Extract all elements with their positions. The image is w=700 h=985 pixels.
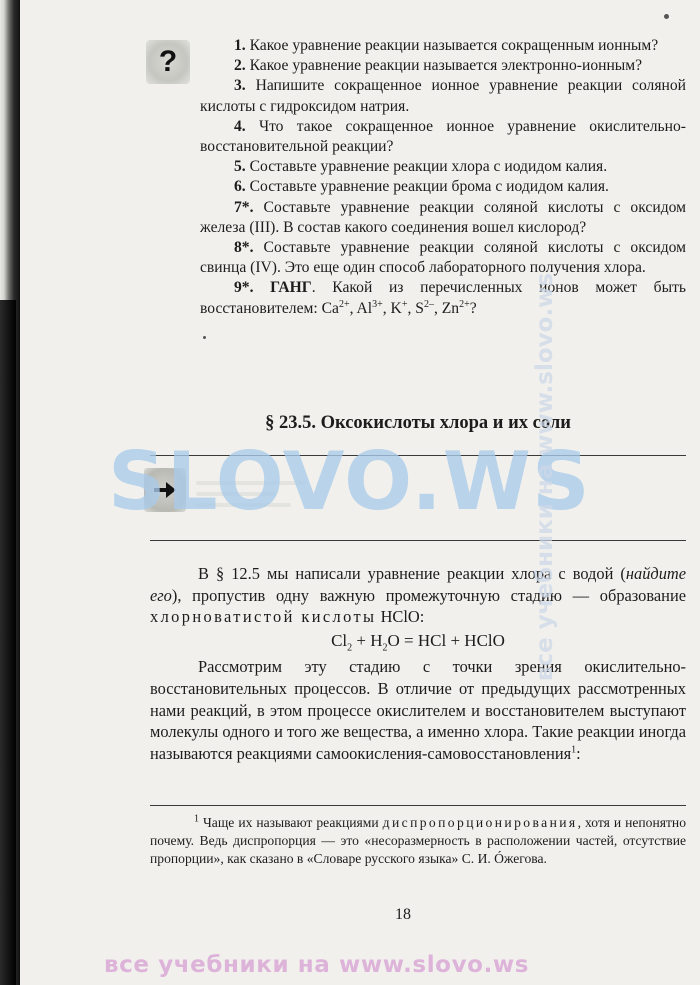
question-item: 8*. Составьте уравнение реакции соляной кислоты с оксидом свинца (IV). Это еще один способ лабораторного получения хлора. — [200, 239, 686, 277]
ion: $Al^{3+}$, — [356, 298, 391, 317]
footnote: $^1$ Чаще их называют реакциями диспропорционирования, хотя и непонятно почему. Ведь диспропорция — это «несоразмерность в расположении частей, отсутствие пропорции», как сказано в «Словаре русского языка» С. И. Óжегова. — [150, 813, 687, 866]
question-item: 6. Составьте уравнение реакции брома с иодидом калия. — [234, 178, 609, 196]
scan-speck — [664, 14, 669, 19]
watermark-side: все учебники на www.slovo.ws — [532, 272, 558, 682]
question-item: 7*. Составьте уравнение реакции соляной кислоты с оксидом железа (III). В состав какого соединения вошел кислород? — [200, 198, 686, 236]
watermark-main: SLOVO.WS — [108, 435, 591, 528]
reaction-equation: $Cl_2 + H_2O$ = HCl + HClO — [331, 630, 505, 654]
ion: $Ca^{2+}$, — [321, 298, 357, 317]
paragraph-1: В § 12.5 мы написали уравнение реакции хлора с водой (найдите его), пропустив одну важную промежуточную стадию — образование хлорноватистой кислоты HClO: — [150, 564, 686, 627]
footnote-reference: 1 — [571, 744, 577, 756]
section-title: § 23.5. Оксокислоты хлора и их соли — [265, 413, 571, 433]
question-item: 4. Что такое сокращенное ионное уравнение окислительно-восстановительной реакции? — [200, 117, 686, 156]
page-number: 18 — [395, 906, 411, 923]
ion: $Zn^{2+}$? — [441, 298, 477, 317]
scan-speck — [203, 336, 206, 339]
gang-label: ГАНГ — [270, 279, 312, 297]
paragraph-2: Рассмотрим эту стадию с точки зрения окислительно-восстановительных процессов. В отличие от предыдущих рассмотренных нами реакций, в этом процессе окислителем и восстановителем выступают молекулы одного и того же вещества, а именно хлора. Такие реакции иногда называются реакциями самоокисления-самовосстановления$^1$: — [150, 657, 686, 763]
footnote-divider — [150, 805, 686, 806]
question-item-9: 9*. ГАНГ. Какой из перечисленных ионов может быть восстановителем: $Ca^{2+}$, $Al^{3+}$, K+, $S^{2-}$, $Zn^{2+}$? — [200, 279, 686, 317]
ion: $S^{2-}$, — [415, 298, 442, 317]
question-item: 2. Какое уравнение реакции называется электронно-ионным? — [234, 57, 643, 75]
section-divider-bottom — [150, 540, 686, 541]
watermark-bottom: все учебники на www.slovo.ws — [104, 952, 530, 978]
question-item: 5. Составьте уравнение реакции хлора с иодидом калия. — [234, 158, 608, 176]
review-questions — [200, 36, 686, 319]
ion: K+, — [390, 298, 416, 317]
question-mark-icon: ? — [146, 40, 190, 84]
question-item: 3. Напишите сокращенное ионное уравнение реакции соляной кислоты с гидроксидом натрия. — [200, 77, 686, 115]
question-item: 1. Какое уравнение реакции называется сокращенным ионным? — [234, 37, 659, 54]
book-spine-dark — [0, 300, 16, 985]
main-text — [150, 563, 686, 764]
